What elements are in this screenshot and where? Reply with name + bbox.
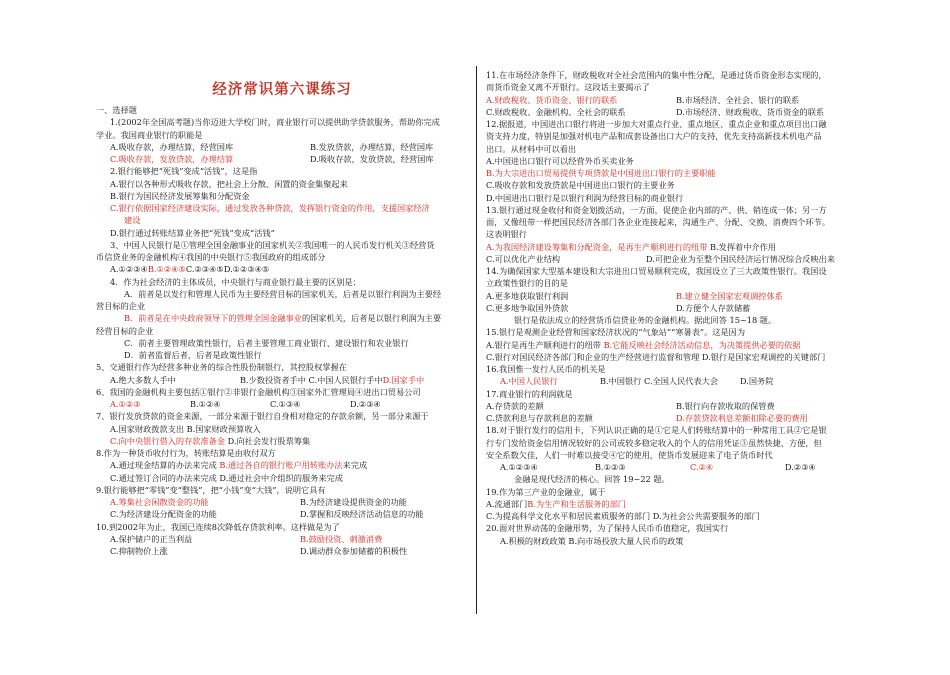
answer-options-row bbox=[96, 398, 468, 410]
text-line: 6、我国的金融机构主要包括①银行②非银行金融机构③国家外汇管理局④进出口贸易公司 bbox=[96, 386, 421, 397]
answer-options-row bbox=[486, 498, 864, 510]
text-line: 20.面对世界动荡的金融形势，为了保持人民币币值稳定，我国实行 bbox=[486, 523, 729, 534]
text-rest: 的国家机关，后者是以银行利润为主要 bbox=[301, 313, 442, 324]
answer-option: D.①②③④⑤ bbox=[223, 264, 270, 275]
answer-options-row bbox=[96, 508, 468, 520]
correct-answer-option: A.财政税收、货币资金、银行的联系 bbox=[486, 94, 618, 105]
answer-option: C.贷款利息与存款利息的差额 bbox=[486, 413, 593, 423]
highlighted-answer: A.为我国经济建设筹集和分配资金，是再生产顺利进行的纽带 bbox=[486, 241, 708, 252]
text-line: A．前者是以发行和管理人民币为主要经营目标的国家机关，后者是以银行利润为主要经 bbox=[124, 288, 442, 299]
text-line: 出口。从材料中可以看出 bbox=[486, 143, 577, 154]
text-line: 19.作为第三产业的金融业，属于 bbox=[486, 486, 606, 497]
text-line: 8.作为一种货币收付行为，转账结算是由收付双方 bbox=[96, 448, 276, 458]
answer-option: D.②③④ bbox=[350, 399, 381, 409]
answer-option: A.保护储户的正当利益 bbox=[110, 533, 193, 544]
text-segment: A.通过现金结算的办法来完成 bbox=[110, 460, 220, 471]
answer-options-row bbox=[96, 374, 468, 386]
answer-options-row bbox=[96, 263, 468, 275]
correct-answer-option: D.存款贷款利息差额扣除必要的费用 bbox=[676, 413, 808, 423]
text-line: 13.银行通过现金收付和资金划拨活动，一方面，促使企业内部的产、供、销连成一体；另一方 bbox=[486, 204, 827, 215]
text-line bbox=[486, 339, 864, 351]
text-line: 安全系数欠佳，人们一时难以接受④它的使用，使货币发展迎来了电子货币时代 bbox=[486, 449, 773, 460]
highlighted-answer: B.通过各自的银行账户用转账办法 bbox=[219, 460, 343, 471]
text-line: 币信贷业务的金融机构④我国的中央银行⑤我国政府的组成部分 bbox=[96, 252, 326, 262]
text-line bbox=[96, 459, 468, 471]
text-line: 而货币资金又离不开银行。这段话主要揭示了 bbox=[486, 82, 650, 93]
answer-option: A.流通部门 bbox=[486, 498, 528, 509]
text-segment: 来完成 bbox=[342, 460, 368, 471]
answer-options-row bbox=[96, 141, 468, 153]
answer-option: B.为经济建设提供资金的功能 bbox=[300, 497, 407, 507]
highlighted-answer: B．前者是在中央政府领导下的管理全国金融事业 bbox=[124, 313, 302, 324]
answer-options-row bbox=[96, 496, 468, 508]
text-line: C.银行对国民经济各部门和企业的生产经营进行监督和管理 D.银行是国家宏观调控的关键部门 bbox=[486, 351, 826, 362]
answer-option: C.可以优化产业结构 bbox=[486, 253, 561, 264]
correct-answer-option: A.中国人民银行 bbox=[500, 376, 558, 387]
text-line: D.银行通过转账结算业务把“死钱”变成“活钱” bbox=[110, 227, 275, 238]
answer-options-row bbox=[486, 94, 864, 106]
text-line bbox=[96, 312, 468, 324]
answer-option: B.银行向存款收取的保管费 bbox=[676, 400, 775, 411]
text-line: C.通过签订合同的办法来完成 D.通过社会中介组织的服务来完成 bbox=[110, 472, 343, 483]
column-divider bbox=[476, 66, 477, 614]
text-line: 18.对于银行发行的信用卡，下列认识正确的是①它是人们转账结算中的一种常用工具②它是银 bbox=[486, 425, 827, 436]
correct-answer-option: D.国家手中 bbox=[382, 374, 425, 385]
answer-options-row bbox=[96, 545, 468, 557]
answer-option: D.吸收存款，发放贷款，经营国库 bbox=[310, 154, 434, 164]
correct-answer-option: B.鼓励投资、刺激消费 bbox=[300, 533, 383, 544]
answer-option: C.②③④⑤ bbox=[185, 264, 224, 275]
answer-options-row bbox=[486, 461, 864, 473]
answer-option: B.中国银行 C.全国人民代表大会 bbox=[600, 376, 719, 387]
text-line: 营目标的企业 bbox=[96, 301, 146, 311]
answer-option: A.①②③④ bbox=[500, 462, 538, 472]
text-line: 金融是现代经济的核心。回答 19~22 题。 bbox=[514, 474, 670, 485]
text-line: B.银行为国民经济发展筹集和分配资金 bbox=[110, 190, 250, 201]
text-line: 资支持力度，特别是加强对机电产品和成套设备出口大户的支持，优先支持高新技术机电产品 bbox=[486, 131, 822, 142]
text-line: B.为大宗进出口贸易提供专项贷款是中国进出口银行的主要职能 bbox=[486, 168, 716, 178]
text-line: 12.据报道，中国进出口银行将进一步加大对重点行业、重点地区、重点企业和重点项目出口融 bbox=[486, 119, 827, 129]
answer-option: A.①②③④ bbox=[110, 264, 148, 275]
answer-option: B.①②④ bbox=[190, 399, 221, 409]
text-line: D.中国进出口银行是以银行利润为经营目标的商业银行 bbox=[486, 192, 684, 203]
right-column bbox=[486, 69, 864, 547]
text-line: C．前者主要管理政策性银行，后者主要管理工商业银行、建设银行和农业银行 bbox=[124, 337, 409, 348]
text-line: 3、中国人民银行是①管理全国金融事业的国家机关②我国唯一的人民币发行机关③经营货 bbox=[110, 239, 435, 250]
text-line: D．前者监督后者，后者是政策性银行 bbox=[124, 350, 262, 360]
text-line: 一、选择题 bbox=[96, 105, 137, 115]
correct-answer-option: A.筹集社会闲散资金的功能 bbox=[110, 497, 209, 507]
text-line: A.中国进出口银行可以经营外币买卖业务 bbox=[486, 155, 634, 166]
answer-option: D.市场经济、财政税收、货币资金的联系 bbox=[676, 106, 825, 117]
answer-option: A.吸收存款，办理结算，经营国库 bbox=[110, 141, 234, 152]
text-rest: D.向社会发行股票筹集 bbox=[225, 435, 311, 446]
text-line: 9.银行能够把“零钱”变“整钱”，把“小钱”变“大钱”，说明它具有 bbox=[96, 484, 326, 495]
text-line: 15.银行是观测企业经营和国家经济状况的“气象站”“寒暑表”。这是因为 bbox=[486, 327, 746, 338]
correct-answer-option: C.②④ bbox=[690, 462, 714, 472]
text-line: 2.银行能够把“死钱”变成“活钱”，这是指 bbox=[110, 166, 258, 177]
answer-options-row bbox=[486, 400, 864, 412]
answer-option: C.抑制物价上涨 bbox=[110, 546, 168, 556]
text-line: 14.为确保国家大型基本建设和大宗进出口贸易顺利完成，我国设立了三大政策性银行。我国设 bbox=[486, 266, 827, 276]
correct-answer-option: C.吸收存款，发放贷款，办理结算 bbox=[110, 154, 234, 164]
text-line: 1.(2002年全国高考题)当你迈进大学校门时，商业银行可以提供助学贷款服务，帮助你完成 bbox=[110, 117, 440, 128]
answer-options-row bbox=[486, 106, 864, 118]
text-line: A.国家财政拨款支出 B.国家财政预算收入 bbox=[110, 423, 261, 434]
highlighted-answer: C.向中央银行借入的存款准备金 bbox=[110, 435, 226, 446]
answer-options-row bbox=[96, 533, 468, 545]
answer-options-row bbox=[486, 290, 864, 302]
answer-option: C.①③④ bbox=[270, 399, 301, 409]
text-line: C.银行依据国家经济建设实际，通过发放各种贷款，发挥银行资金的作用，支援国家经济 bbox=[110, 203, 430, 213]
text-line bbox=[486, 241, 864, 253]
text-rest: B.发挥着中介作用 bbox=[707, 241, 776, 252]
text-line: 立政策性银行的目的是 bbox=[486, 278, 568, 289]
answer-option: A.更多地获取银行利润 bbox=[486, 290, 569, 301]
answer-option: C.更多地争取国外贷款 bbox=[486, 302, 569, 313]
text-line: 建设 bbox=[124, 215, 141, 226]
correct-answer-option: A.①②③ bbox=[110, 399, 141, 409]
text-line: 行专门发给资金信用情况较好的公司或较多稳定收入的个人的信用凭证③虽然快捷、方便，但 bbox=[486, 437, 822, 448]
answer-option: D.②③④ bbox=[785, 462, 816, 472]
correct-answer-option: B.为生产和生活服务的部门 bbox=[527, 498, 626, 509]
answer-option: D.掌握和反映经济活动信息的功能 bbox=[300, 509, 424, 520]
answer-option: B.市场经济、全社会、银行的联系 bbox=[676, 94, 800, 105]
text-line: C.吸收存款和发放贷款是中国进出口银行的主要业务 bbox=[486, 180, 675, 191]
text-line: 4．作为社会经济的主体成员，中央银行与商业银行最主要的区别是： bbox=[110, 276, 361, 287]
text-line: 7、银行发放贷款的资金来源，一部分来源于银行自身相对稳定的存款余额，另一部分来源于 bbox=[96, 411, 429, 422]
text-line: 经营目标的企业 bbox=[96, 325, 154, 336]
correct-answer-option: B.建立健全国家宏观调控体系 bbox=[676, 290, 783, 301]
text-line bbox=[96, 435, 468, 447]
text-line: A.银行以各种形式吸收存款，把社会上分散、闲置的资金集聚起来 bbox=[110, 178, 348, 189]
answer-option: D.国务院 bbox=[740, 376, 774, 387]
answer-options-row bbox=[486, 375, 864, 387]
answer-options-row bbox=[96, 153, 468, 165]
text-line: 银行是依法成立的经营货币信贷业务的金融机构。据此回答 15~18 题。 bbox=[514, 315, 777, 325]
correct-answer-option: B.①②④⑤ bbox=[147, 264, 186, 275]
answer-option: B.①②③ bbox=[595, 462, 626, 472]
left-column bbox=[96, 104, 468, 557]
answer-option: B.少数投资者手中 C.中国人民银行手中 bbox=[240, 374, 383, 385]
answer-option: D.方便个人存款储蓄 bbox=[676, 302, 751, 313]
answer-option: C.财政税收、金融机构、全社会的联系 bbox=[486, 106, 626, 117]
page-title: 经济常识第六课练习 bbox=[212, 81, 352, 98]
answer-options-row bbox=[486, 412, 864, 424]
answer-option: B.发放贷款，办理结算，经营国库 bbox=[310, 141, 434, 152]
text-line: 这表明银行 bbox=[486, 229, 527, 240]
text-line: 5、交通银行作为经营多种业务的综合性股份制银行，其控股权掌握在 bbox=[96, 362, 347, 373]
answer-options-row bbox=[486, 253, 864, 265]
answer-option: D.调动群众参加储蓄的积极性 bbox=[300, 546, 408, 556]
answer-option: C.为经济建设分配资金的功能 bbox=[110, 509, 217, 520]
text-segment: A.银行是再生产顺利进行的纽带 bbox=[486, 339, 604, 350]
highlighted-answer: B.它能反映社会经济活动信息，为决策提供必要的依据 bbox=[603, 339, 801, 350]
text-line: C.为提高科学文化水平和居民素质服务的部门 D.为社会公共需要服务的部门 bbox=[486, 511, 760, 521]
answer-option: A.绝大多数人手中 bbox=[110, 374, 176, 385]
answer-options-row bbox=[486, 302, 864, 314]
text-line: 11.在市场经济条件下，财政税收对全社会范围内的集中性分配，是通过货币资金形态实现的， bbox=[486, 70, 827, 80]
text-line: 学业。我国商业银行的职能是 bbox=[96, 129, 203, 140]
text-line: 17.商业银行的利润就是 bbox=[486, 388, 573, 399]
answer-option: A.存贷款的差额 bbox=[486, 400, 544, 411]
text-line: 16.我国惟一发行人民币的机关是 bbox=[486, 364, 606, 374]
text-line: 10.到2002年为止，我国已连续8次降低存贷款利率。这样做是为了 bbox=[96, 521, 340, 532]
answer-option: D.可把企业为至整个国民经济运行情况综合反映出来 bbox=[646, 253, 836, 264]
text-line: A.积极的财政政策 B.向市场投放大量人民币的政策 bbox=[500, 535, 684, 546]
text-line: 面，又像纽带一样把国民经济各部门各企业连接起来，沟通生产、分配、交换、消费四个环节。 bbox=[486, 217, 830, 227]
